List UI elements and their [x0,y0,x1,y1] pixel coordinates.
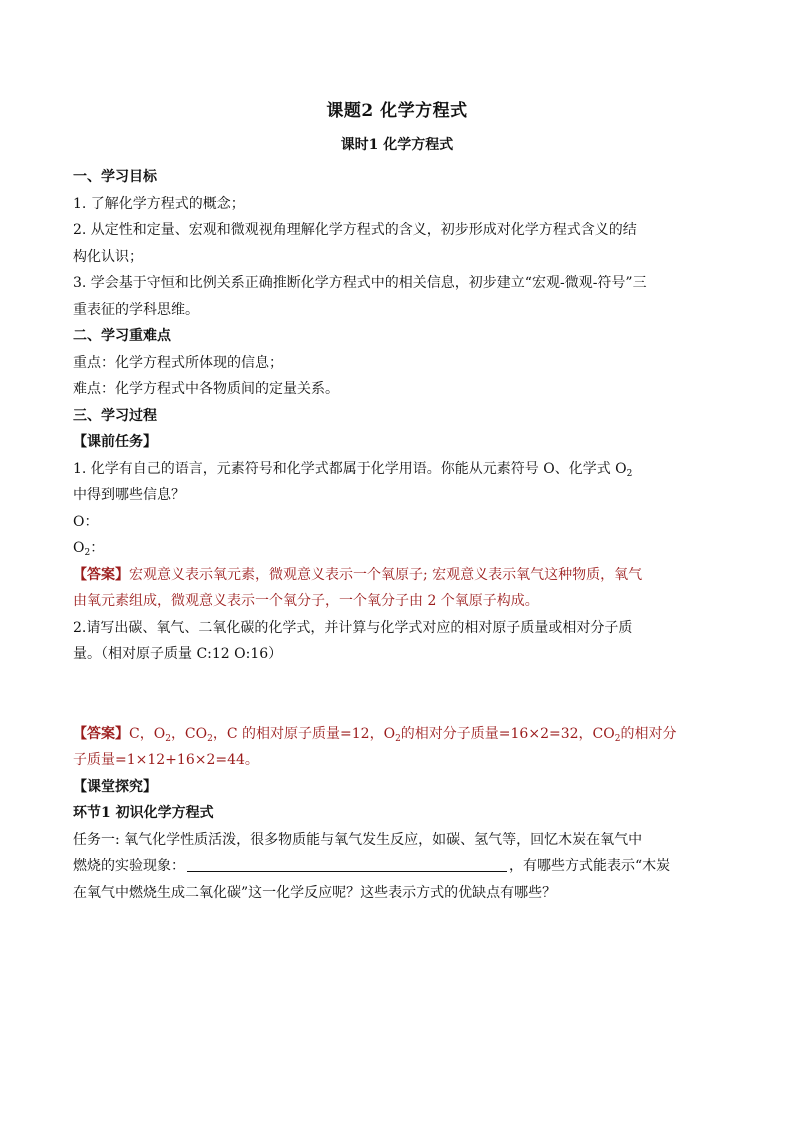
section-heading-objectives: 一、学习目标 [73,169,157,185]
stage-1-heading: 环节1 初识化学方程式 [73,805,214,821]
fill-in-blank[interactable] [187,857,507,872]
answer-tag: 【答案】 [73,725,129,742]
class-explore-label: 【课堂探究】 [73,778,157,795]
task-1-line-2: 燃烧的实验现象： ，有哪些方式能表示“木炭 [73,858,671,874]
page-subtitle: 课时1 化学方程式 [340,137,454,153]
answer-2-line-1: 【答案】C，$O_2$，$CO_2$，C 的相对原子质量=12，$O_2$的相对分子质量=16×2=32，$CO_2$的相对分 [73,725,677,744]
o2-answer-label: $O_2$： [73,540,105,558]
answer-space [73,668,723,721]
objective-1: 1. 了解化学方程式的概念； [73,195,245,212]
objective-3-line-1: 3. 学会基于守恒和比例关系正确推断化学方程式中的相关信息，初步建立“宏观-微观-符号”三 [73,275,647,291]
difficult-point: 难点：化学方程式中各物质间的定量关系。 [73,381,339,397]
objective-2-line-1: 2. 从定性和定量、宏观和微观视角理解化学方程式的含义，初步形成对化学方程式含义的结 [73,222,637,238]
key-point: 重点：化学方程式所体现的信息； [73,354,283,371]
question-2-line-1: 2.请写出碳、氧气、二氧化碳的化学式，并计算与化学式对应的相对原子质量或相对分子质 [73,619,633,636]
answer-tag: 【答案】 [73,566,129,583]
section-heading-key-points: 二、学习重难点 [73,328,171,344]
answer-1-line-1: 【答案】宏观意义表示氧元素，微观意义表示一个氧原子; 宏观意义表示氧气这种物质，氧气 [73,566,643,583]
pre-task-label: 【课前任务】 [73,434,157,450]
question-2-line-2: 量。（相对原子质量 C:12 O:16） [73,646,283,662]
task-1-line-3: 在氧气中燃烧生成二氧化碳”这一化学反应呢？这些表示方式的优缺点有哪些？ [73,884,557,901]
section-heading-process: 三、学习过程 [73,407,157,424]
o-answer-label: O： [73,513,99,530]
question-1-line-1: 1. 化学有自己的语言，元素符号和化学式都属于化学用语。你能从元素符号 O、化学式 $O_2$ [73,460,633,479]
answer-2-line-2: 子质量=1×12+16×2=44。 [73,752,259,768]
answer-1-line-2: 由氧元素组成，微观意义表示一个氧分子，一个氧分子由 2 个氧原子构成。 [73,593,539,609]
objective-2-line-2: 构化认识； [73,248,143,265]
document-body [73,164,723,906]
objective-3-line-2: 重表征的学科思维。 [73,301,199,318]
question-1-line-2: 中得到哪些信息？ [73,487,185,503]
page-title: 课题2 化学方程式 [326,101,468,121]
task-1-line-1: 任务一: 氧气化学性质活泼，很多物质能与氧气发生反应，如碳、氢气等，回忆木炭在氧气中 [73,831,643,848]
